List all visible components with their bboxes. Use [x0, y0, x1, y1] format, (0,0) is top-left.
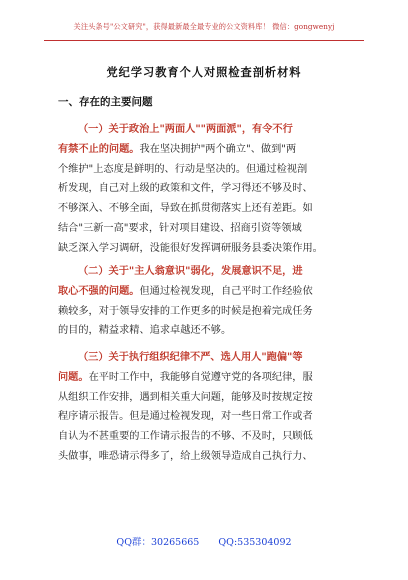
- item-1-line-2: [58, 140, 350, 160]
- item-3-body-line-4: 程序请示报告。但是通过检视发现，对一些日常工作或者: [58, 411, 313, 423]
- item-1-body-line-7: 缺乏深入学习调研，没能很好发挥调研服务县委决策作用。: [58, 242, 323, 254]
- item-1-body-line-4: 析发现，自己对上级的政策和文件，学习得还不够及时、: [58, 183, 313, 195]
- item-2-body-line-3: 赖较多，对于领导安排的工作更多的时候是抱着完成任务: [58, 305, 313, 317]
- item-3-heading-line-2: 问题。: [58, 370, 89, 383]
- item-1-body-line-3: 个维护"上态度是鲜明的、行动是坚决的。但通过检视剖: [58, 163, 308, 175]
- item-2-body-line-4: 的目的，精益求精、追求卓越还不够。: [58, 325, 232, 337]
- item-3-line-2: [58, 368, 350, 388]
- item-1-body-line-6: 结合"三新一高"要求，针对项目建设、招商引资等领域: [58, 222, 302, 234]
- paragraph-item-3: [58, 348, 350, 467]
- footer-contact: [0, 534, 408, 548]
- item-3-body-line-6: 头做事，唯恐请示得多了，给上级领导造成自己执行力、: [58, 450, 313, 462]
- item-1-body-line-2: 我在坚决拥护"两个确立"、做到"两: [139, 143, 297, 155]
- item-3-body-line-3: 从组织工作安排，遇到相关重大问题，能够及时按规定按: [58, 391, 313, 403]
- document-title: 党纪学习教育个人对照检查剖析材料: [106, 65, 302, 79]
- item-2-line-2: [58, 282, 350, 302]
- item-2-heading-line-2: 取心不强的问题。: [58, 284, 140, 297]
- item-3-heading-line-1: （三）关于执行组织纪律不严、选人用人"跑偏"等: [78, 351, 303, 363]
- section-heading: 一、存在的主要问题: [58, 96, 153, 108]
- item-3-body-line-2: 在平时工作中，我能够自觉遵守党的各项纪律，服: [88, 371, 313, 383]
- item-1-heading-line-1: （一）关于政治上"两面人""两面派"，有令不行: [78, 123, 293, 135]
- footer-qq-group: QQ群：30265665: [116, 537, 200, 548]
- header-divider: [44, 40, 364, 41]
- paragraph-item-1: [58, 120, 350, 259]
- item-2-heading-line-1: （二）关于"主人翁意识"弱化，发展意识不足，进: [78, 265, 303, 277]
- item-3-body-line-5: 自认为不甚重要的工作请示报告的不够、不及时，只顾低: [58, 431, 313, 443]
- footer-qq: QQ:535304092: [218, 537, 292, 548]
- paragraph-item-2: [58, 262, 350, 341]
- item-1-heading-line-2: 有禁不止的问题。: [58, 142, 140, 155]
- item-1-body-line-5: 不够深入、不够全面，导致在抓贯彻落实上还有差距。如: [58, 203, 313, 215]
- header-banner: 关注头条号"公文研究"，获得最新最全最专业的公文资料库！ 微信：gongwenyj: [73, 22, 335, 31]
- item-2-body-line-2: 但通过检视发现，自己平时工作经验依: [139, 285, 313, 297]
